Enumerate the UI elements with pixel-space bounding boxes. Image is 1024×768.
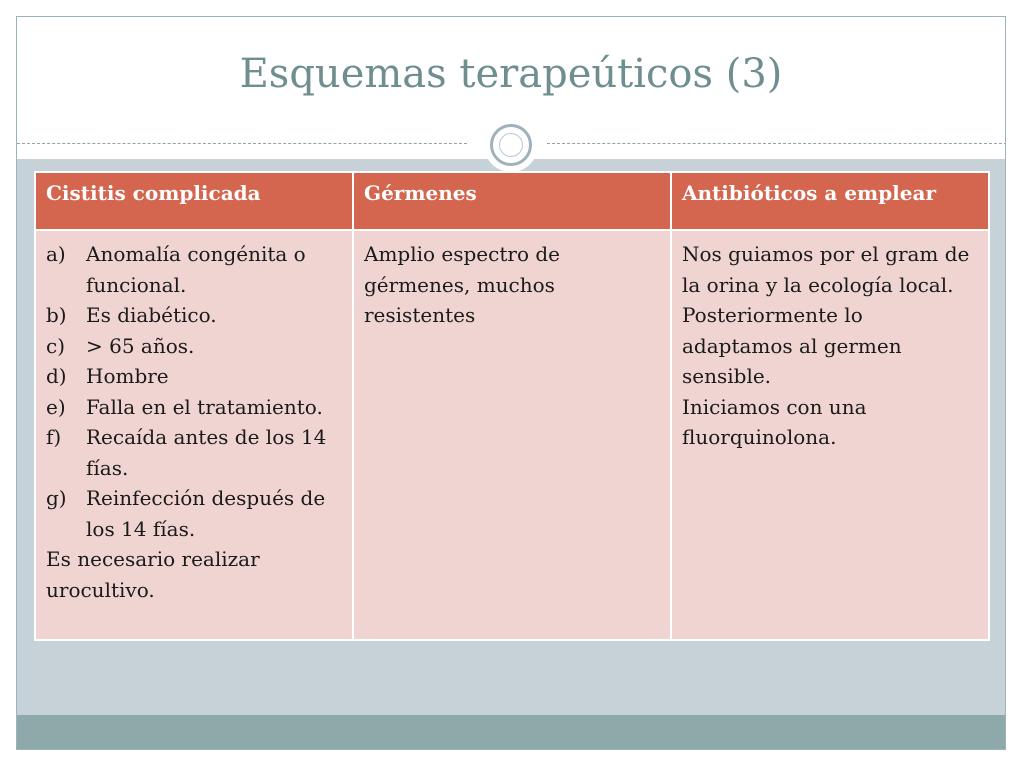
antibioticos-paragraph: Iniciamos con una fluorquinolona. (682, 394, 867, 449)
table-header-row (35, 172, 989, 230)
germenes-text: Amplio espectro de gérmenes, muchos resistentes (364, 242, 560, 327)
slide-frame (16, 16, 1006, 750)
antibioticos-paragraph: Nos guiamos por el gram de la orina y la ecología local. (682, 242, 970, 297)
list-item: g) Reinfección después de los 14 fías. (46, 486, 326, 541)
antibioticos-paragraph: Posteriormente lo adaptamos al germen sensible. (682, 303, 902, 388)
header-germenes: Gérmenes (353, 172, 671, 230)
list-item: b) Es diabético. (46, 303, 217, 327)
criteria-note: Es necesario realizar urocultivo. (46, 547, 260, 602)
bottom-band (17, 715, 1005, 750)
list-item: c) > 65 años. (46, 333, 195, 358)
list-item: a) Anomalía congénita o funcional. (46, 242, 306, 297)
cell-antibioticos (671, 230, 989, 640)
list-item: f) Recaída antes de los 14 fías. (46, 425, 327, 480)
criteria-list (46, 239, 342, 544)
list-item: d) Hombre (46, 364, 169, 388)
cell-criteria (35, 230, 353, 640)
header-antibioticos: Antibióticos a emplear (671, 172, 989, 230)
circle-ornament-icon (484, 118, 538, 172)
title-divider-right (547, 143, 1006, 144)
slide-title: Esquemas terapeúticos (3) (239, 51, 783, 97)
title-divider-left (17, 143, 467, 144)
cell-germenes (353, 230, 671, 640)
header-cistitis: Cistitis complicada (35, 172, 353, 230)
table-row (35, 230, 989, 640)
list-item: e) Falla en el tratamiento. (46, 394, 323, 419)
therapy-table (34, 171, 990, 641)
